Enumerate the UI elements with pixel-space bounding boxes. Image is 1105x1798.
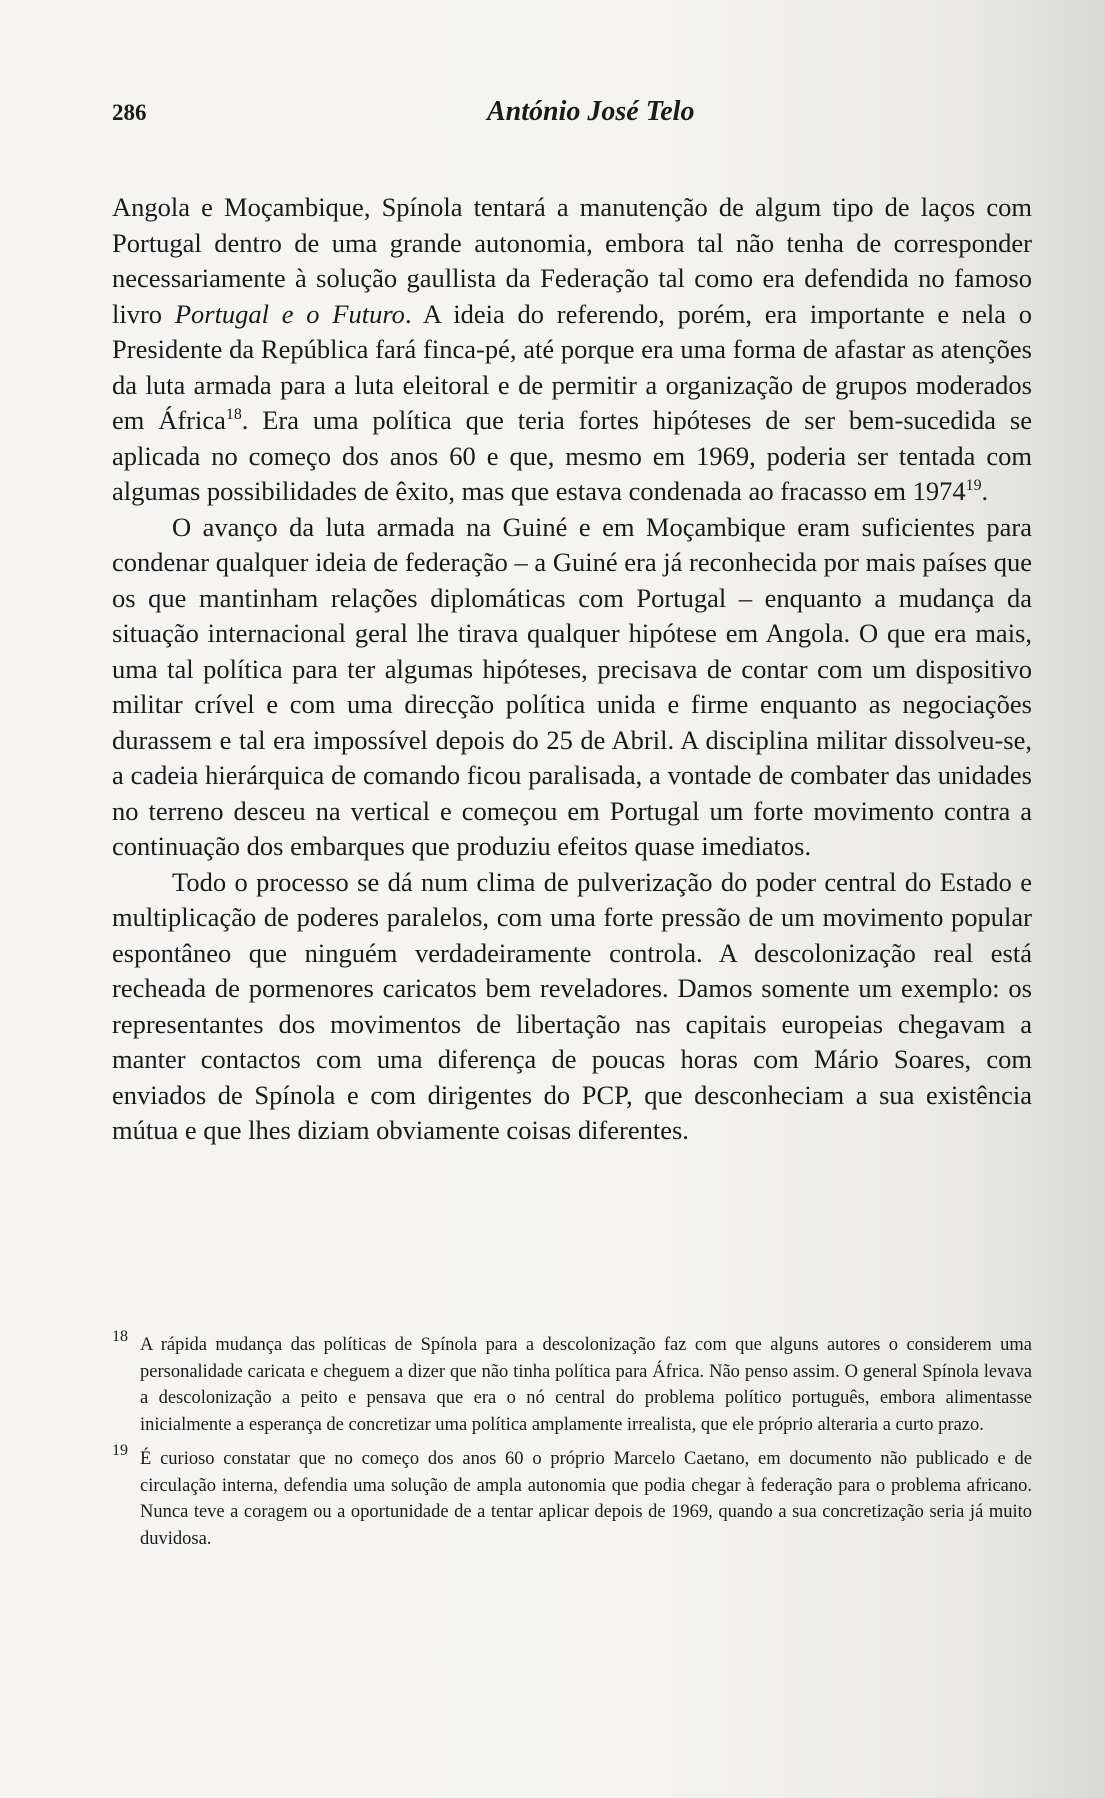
footnote-number: 18 (112, 1328, 128, 1345)
paragraph-1-part-a: Angola e Moçambique, Spínola tentará a manutenção de algum tipo de laços com Portugal dentro de uma grande autonomia, embora tal não tenha de corresponder necessariamente à solução gaullista da Federação tal como era defendida no famoso livro (112, 192, 1032, 329)
footnote-ref-19[interactable]: 19 (965, 477, 982, 495)
paragraph-1-part-c: . Era uma política que teria fortes hipóteses de ser bem-sucedida se aplicada no começo dos anos 60 e que, mesmo em 1969, poderia ser tentada com algumas possibilidades de êxito, mas que estava condenada ao fracasso em 1974 (112, 405, 1032, 506)
paragraph-1 (112, 190, 1032, 510)
footnote-19 (112, 1442, 1032, 1552)
paragraph-1-part-b: . A ideia do referendo, porém, era importante e nela o Presidente da República fará finca-pé, até porque era uma forma de afastar as atenções da luta armada para a luta eleitoral e de permitir a organização de grupos moderados em África (112, 298, 1033, 435)
footnote-text: É curioso constatar que no começo dos anos 60 o próprio Marcelo Caetano, em documento não publicado e de circulação interna, defendia uma solução de ampla autonomia que podia chegar à federação para o problema africano. Nunca teve a coragem ou a oportunidade de a tentar aplicar depois de 1969, quando a sua concretização seria já muito duvidosa. (140, 1449, 1032, 1549)
main-text (112, 190, 1032, 1149)
footnote-number: 19 (112, 1442, 128, 1459)
paragraph-2: O avanço da luta armada na Guiné e em Moçambique eram suficientes para condenar qualquer ideia de federação – a Guiné era já reconhecida por mais países que os que mantinham relações diplomáticas com Portugal – enquanto a mudança da situação internacional geral lhe tirava qualquer hipótese em Angola. O que era mais, uma tal política para ter algumas hipóteses, precisava de contar com um dispositivo militar crível e com uma direcção política unida e firme enquanto as negociações durassem e tal era impossível depois do 25 de Abril. A disciplina militar dissolveu-se, a cadeia hierárquica de comando ficou paralisada, a vontade de combater das unidades no terreno desceu na vertical e começou em Portugal um forte movimento contra a continuação dos embarques que produziu efeitos quase imediatos. (112, 511, 1032, 861)
footnote-text: A rápida mudança das políticas de Spínola para a descolonização faz com que alguns autores o considerem uma personalidade caricata e cheguem a dizer que não tinha política para África. Não penso assim. O general Spínola levava a descolonização a peito e pensava que era o nó central do problema político português, embora alimentasse inicialmente a esperança de concretizar uma política amplamente irrealista, que ele próprio alteraria a curto prazo. (140, 1335, 1032, 1435)
running-head-author: António José Telo (487, 96, 695, 127)
book-title: Portugal e o Futuro (174, 298, 405, 329)
page-header (112, 96, 992, 136)
paragraph-1-part-d: . (981, 476, 989, 506)
footnote-18 (112, 1328, 1032, 1438)
footnote-ref-18[interactable]: 18 (225, 406, 242, 424)
paragraph-3: Todo o processo se dá num clima de pulverização do poder central do Estado e multiplicação de poderes paralelos, com uma forte pressão de um movimento popular espontâneo que ninguém verdadeiramente controla. A descolonização real está recheada de pormenores caricatos bem reveladores. Damos somente um exemplo: os representantes dos movimentos de libertação nas capitais europeias chegavam a manter contactos com uma diferença de poucas horas com Mário Soares, com enviados de Spínola e com dirigentes do PCP, que desconheciam a sua existência mútua e que lhes diziam obviamente coisas diferentes. (112, 866, 1032, 1145)
page-number: 286 (112, 100, 147, 125)
footnotes (112, 1328, 1032, 1560)
